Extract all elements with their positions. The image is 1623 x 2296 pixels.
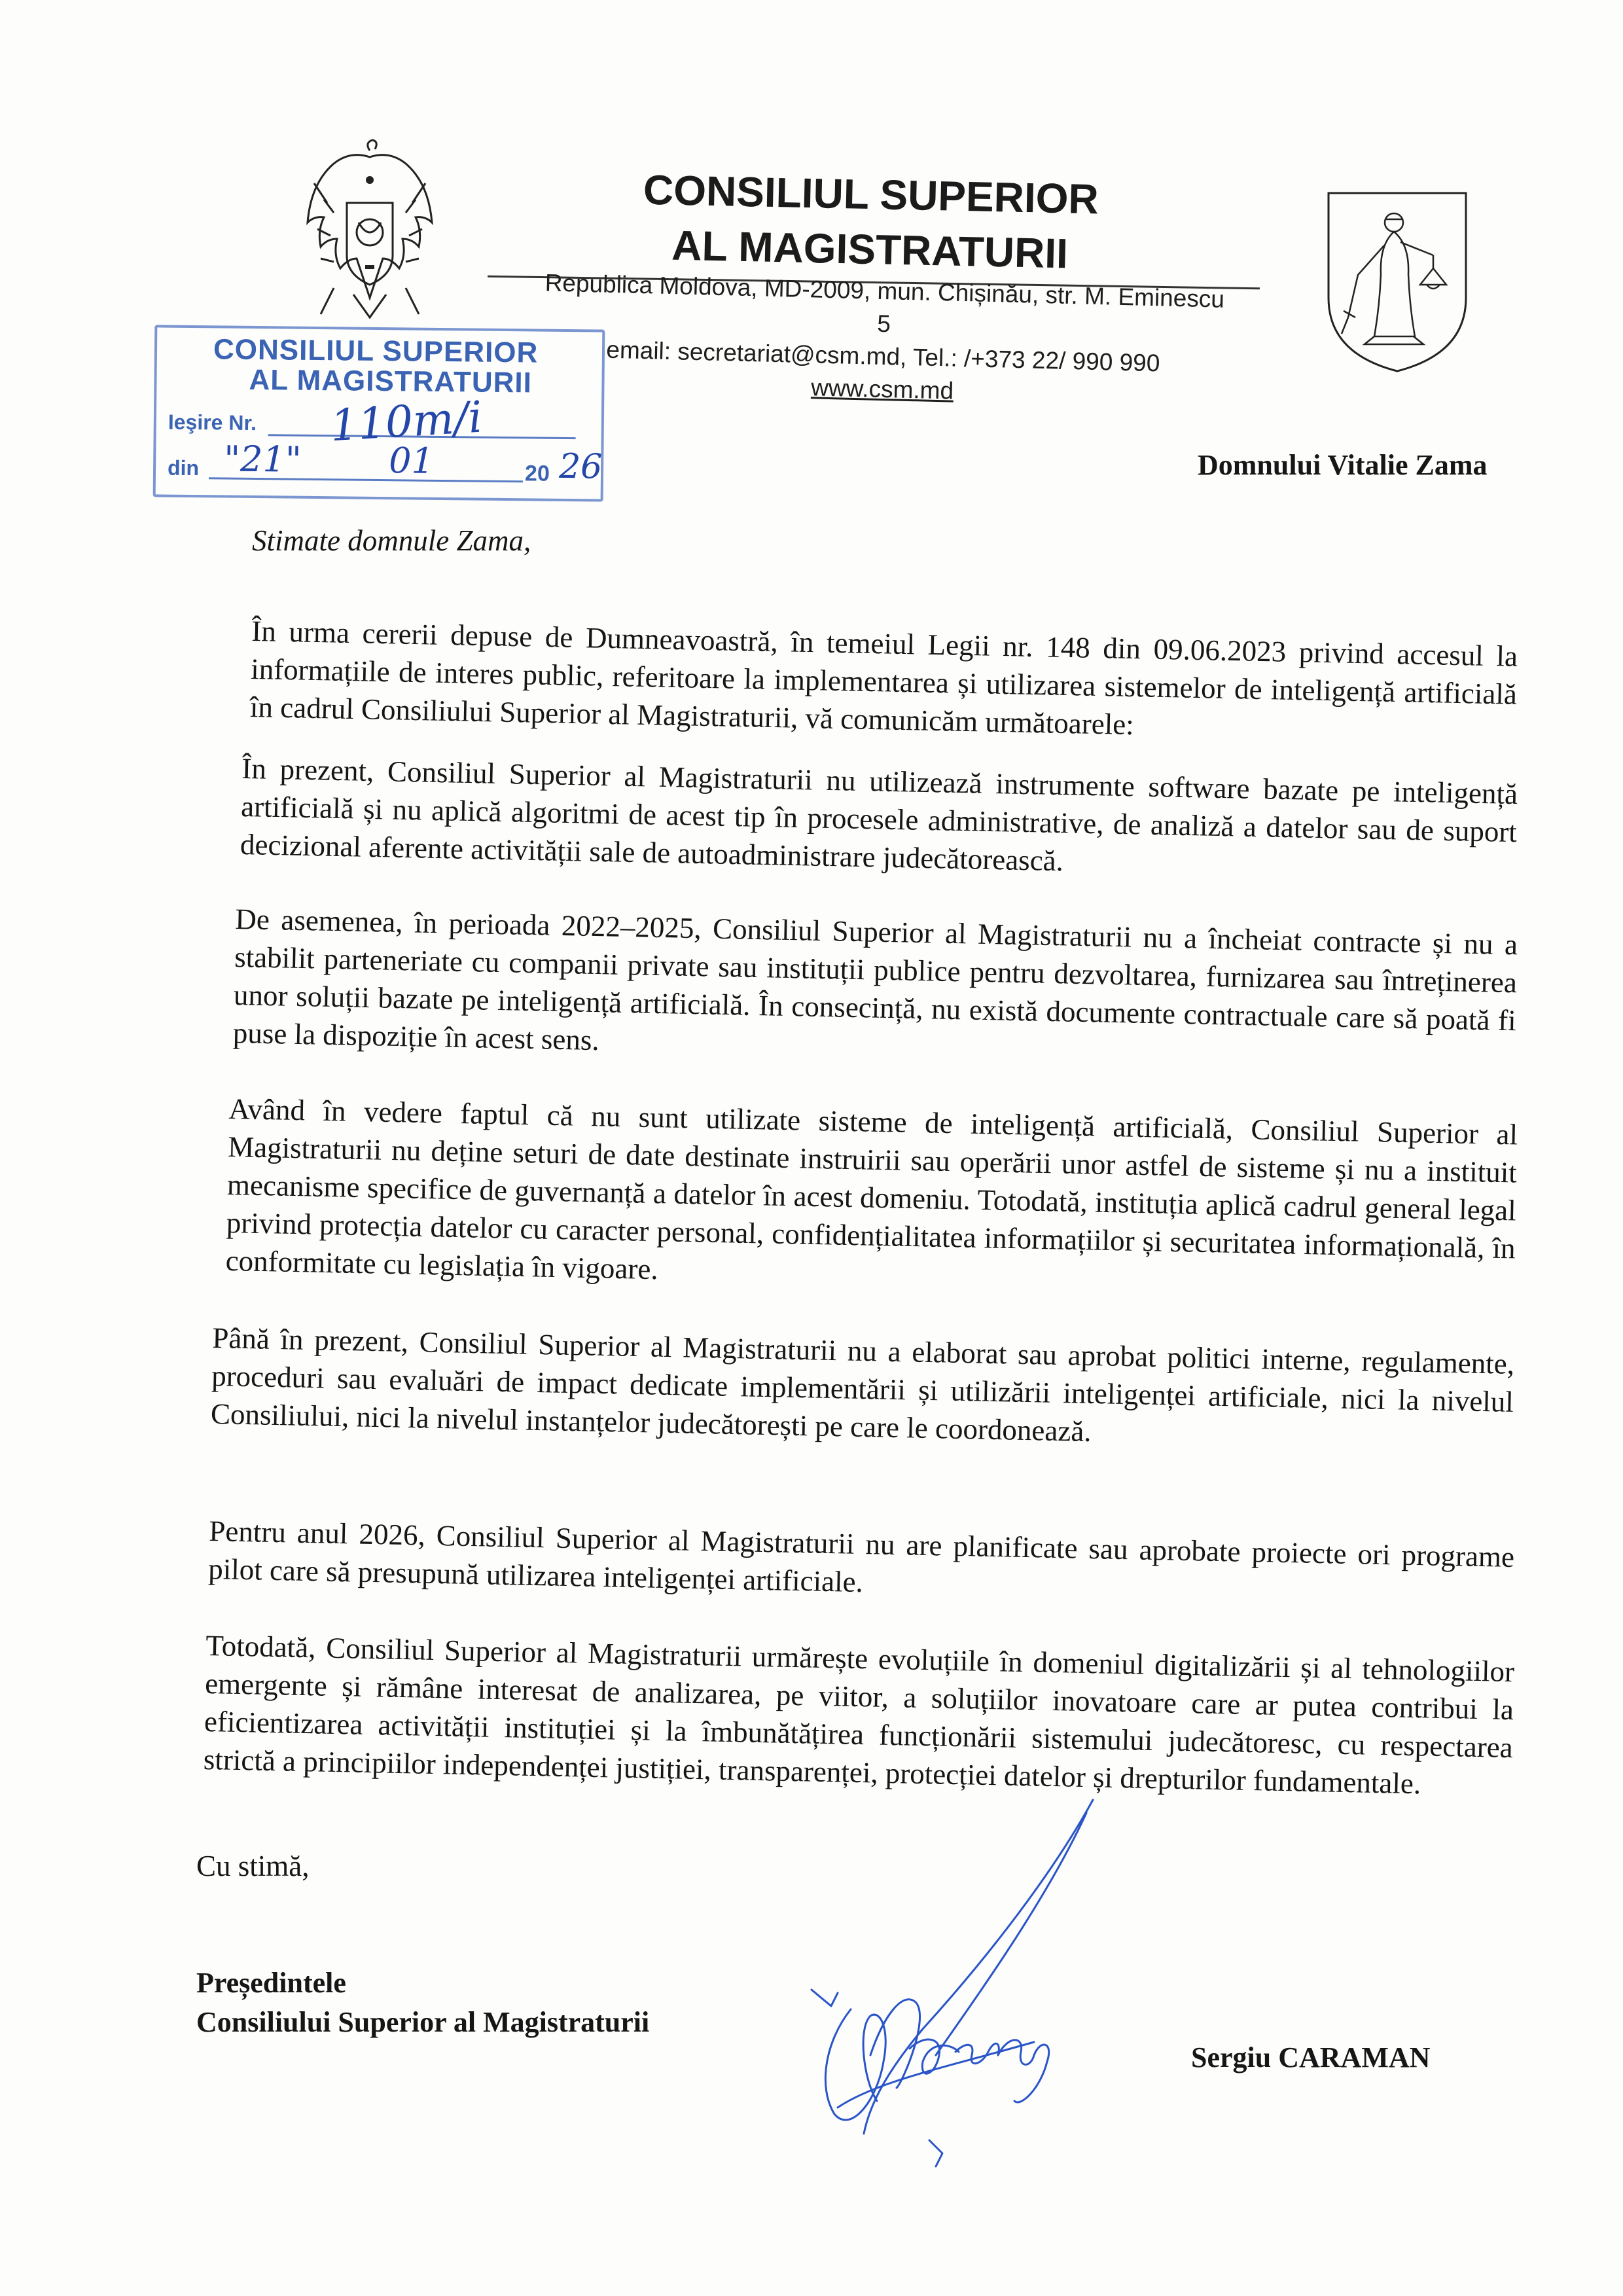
- contact-line: email: secretariat@csm.md, Tel.: /+373 22/ 990 990: [605, 336, 1160, 377]
- paragraph-no-policies: Până în prezent, Consiliul Superior al Magistraturii nu a elaborat sau aprobat politici interne, regulamente, proceduri sau evaluări de impact dedicate implementării și utilizării inteligenței artificiale, nici la nivelul Consiliului, nici la nivelul instanțelor judecătorești pe care le coordonează.: [210, 1321, 1515, 1448]
- address-line: Republica Moldova, MD-2009, mun. Chișinău, str. M. Eminescu 5: [544, 269, 1225, 338]
- signatory-name: Sergiu CARAMAN: [1191, 2041, 1431, 2073]
- stamp-iesire-label: Ieşire Nr.: [168, 410, 257, 435]
- closing: Cu stimă,: [196, 1850, 310, 1882]
- stamp-line2: AL MAGISTRATURII: [249, 363, 533, 399]
- stamp-year-printed: 20: [524, 461, 550, 486]
- paragraph-data-governance: Având în vedere faptul că nu sunt utilizate sisteme de inteligență artificială, Consiliul Superior al Magistraturii nu deține seturi de date destinate instruirii sau operării unor astfel de sisteme și nu a instituit mecanisme specifice de guvernanță a datelor în acest domeniu. Totodată, instituția aplică cadrul general legal privind protecția datelor cu caracter personal, confidențialitatea informațiilor și securitatea informațională, în conformitate cu legislația în vigoare.: [225, 1092, 1518, 1286]
- salutation: Stimate domnule Zama,: [252, 524, 531, 557]
- stamp-year-handwritten: 26: [558, 446, 603, 487]
- organization-title-line1: CONSILIUL SUPERIOR: [643, 166, 1099, 223]
- website-link[interactable]: www.csm.md: [810, 374, 954, 404]
- signatory-title-line2: Consiliului Superior al Magistraturii: [196, 2006, 650, 2038]
- stamp-din-label: din: [167, 456, 200, 480]
- stamp-line1: CONSILIUL SUPERIOR: [213, 333, 539, 369]
- paragraph-request: În urma cererii depuse de Dumneavoastră, în temeiul Legii nr. 148 din 09.06.2023 privind accesul la informațiile de interes public, referitoare la implementarea și utilizarea sistemelor de inteligență artificială în cadrul Consiliului Superior al Magistraturii, vă comunicăm următoarele:: [249, 614, 1518, 742]
- organization-title: [575, 161, 1166, 283]
- coat-of-arms-icon: [288, 137, 452, 334]
- handwritten-signature: [772, 1793, 1139, 2179]
- paragraph-2026-plans: Pentru anul 2026, Consiliul Superior al Magistraturii nu are planificate sau aprobate proiecte ori programe pilot care să presupună utilizarea inteligenței artificiale.: [207, 1514, 1515, 1599]
- stamp-date-month: 01: [388, 440, 435, 482]
- paragraph-no-ai-tools: În prezent, Consiliul Superior al Magistraturii nu utilizează instrumente software bazate pe inteligență artificială și nu aplică algoritmi de acest tip în procesele administrative, de analiză a datelor sau de suport decizional aferente activității sale de autoadministrare judecătorească.: [240, 751, 1518, 878]
- stamp-outgoing-number: 110m/i: [329, 391, 484, 452]
- registration-stamp: [153, 325, 607, 501]
- paragraph-no-contracts: De asemenea, în perioada 2022–2025, Consiliul Superior al Magistraturii nu a încheiat contracte și nu a stabilit parteneriate cu companii private sau instituții publice pentru dezvoltarea, furnizarea sau întreținerea unor soluții bazate pe inteligență artificială. În consecință, nu există documente contractuale care să poată fi puse la dispoziție în acest sens.: [232, 902, 1518, 1057]
- organization-title-line2: AL MAGISTRATURII: [671, 221, 1069, 278]
- signatory-title-line1: Președintele: [196, 1967, 346, 1999]
- signatory-title: [196, 1964, 649, 2042]
- lady-justice-icon: [1322, 187, 1472, 376]
- stamp-date-day: "21": [223, 438, 302, 480]
- header-contacts: [535, 266, 1232, 414]
- paragraph-future-interest: Totodată, Consiliul Superior al Magistraturii urmărește evoluțiile în domeniul digitalizării și al tehnologiilor emergente și rămâne interesat de analizarea, pe viitor, a soluțiilor inovatoare care ar putea contribui la eficientizarea activității instituției și la îmbunătățirea funcționării sistemului judecătoresc, cu respectarea strictă a principiilor independenței justiției, transparenței, protecției datelor și drepturilor fundamentale.: [203, 1628, 1515, 1801]
- recipient: Domnului Vitalie Zama: [1198, 449, 1488, 481]
